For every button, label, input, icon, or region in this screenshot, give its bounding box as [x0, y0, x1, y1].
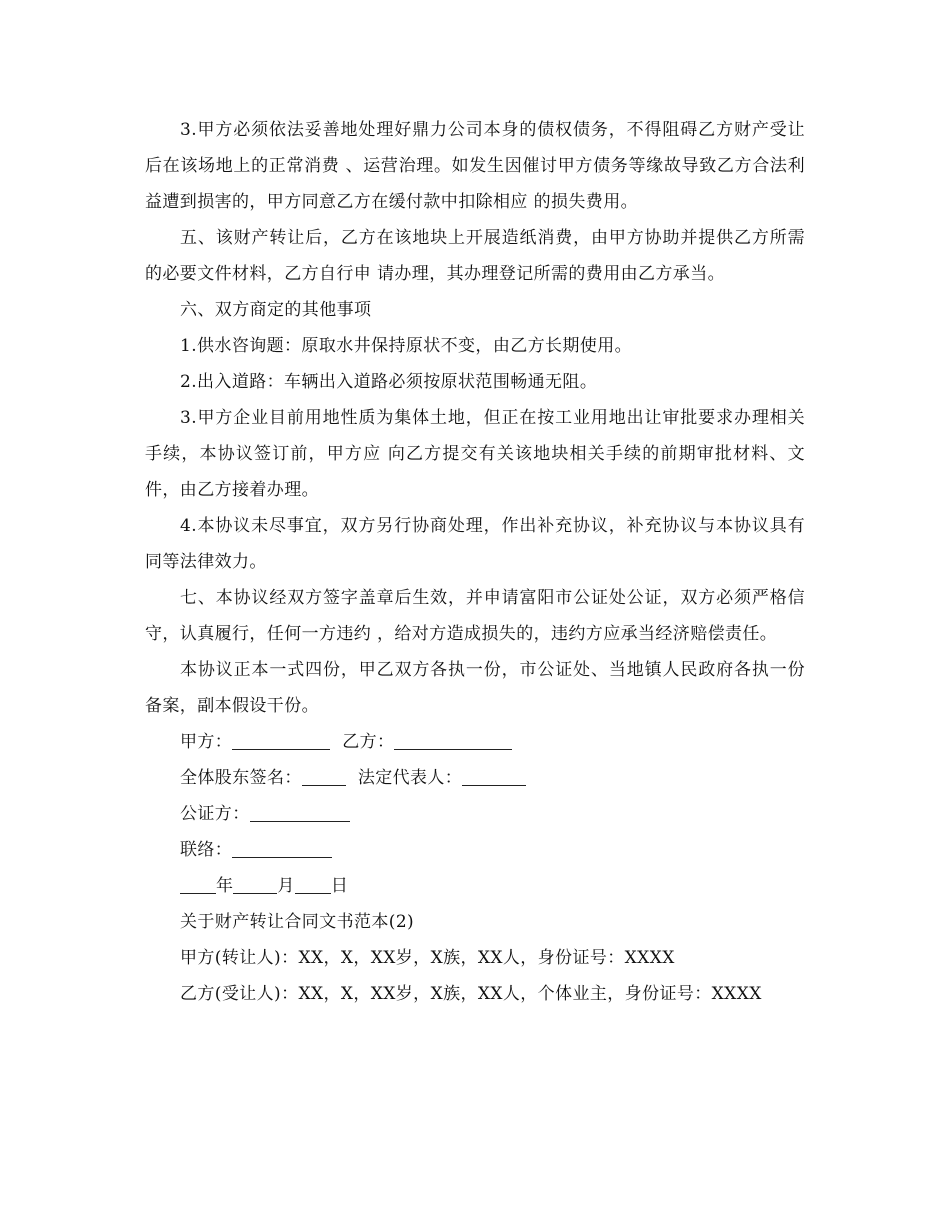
- section2-party-a: 甲方(转让人)：XX，X，XX岁，X族，XX人，身份证号：XXXX: [180, 948, 675, 968]
- section2-title: 关于财产转让合同文书范本(2): [180, 912, 415, 932]
- signature-shareholders-line: [145, 760, 805, 796]
- party-a-label: 甲方：: [180, 732, 233, 752]
- party-b-label: 乙方：: [342, 732, 395, 752]
- notary-label: 公证方：: [180, 804, 250, 824]
- contact-label: 联络：: [180, 840, 233, 860]
- shareholders-blank: [302, 765, 346, 786]
- month-blank: [233, 873, 277, 894]
- signature-parties-line: [145, 724, 805, 760]
- clause-5-transfer: 五、该财产转让后，乙方在该地块上开展造纸消费，由甲方协助并提供乙方所需的必要文件材料，乙方自行申 请办理，其办理登记所需的费用由乙方承当。: [145, 228, 805, 284]
- clause-6-heading: 六、双方商定的其他事项: [180, 300, 372, 320]
- year-blank: [180, 873, 216, 894]
- clause-6-4-supplement: 4.本协议未尽事宜，双方另行协商处理，作出补充协议，补充协议与本协议具有同等法律效力。: [145, 516, 805, 572]
- legal-rep-blank: [462, 765, 526, 786]
- day-blank: [295, 873, 331, 894]
- clause-3-debts: 3.甲方必须依法妥善地处理好鼎力公司本身的债权债务，不得阻碍乙方财产受让后在该场地上的正常消费 、运营治理。如发生因催讨甲方债务等缘故导致乙方合法利益遭到损害的，甲方同意乙方在缓付款中扣除相应 的损失费用。: [145, 120, 805, 212]
- clause-6-1-water: 1.供水咨询题：原取水井保持原状不变，由乙方长期使用。: [180, 336, 633, 356]
- year-label: 年: [216, 876, 234, 896]
- clause-7-effect: 七、本协议经双方签字盖章后生效，并申请富阳市公证处公证，双方必须严格信守，认真履行，任何一方违约 ，给对方造成损失的，违约方应承当经济赔偿责任。: [145, 588, 805, 644]
- section2-party-b: 乙方(受让人)：XX，X，XX岁，X族，XX人，个体业主，身份证号：XXXX: [180, 984, 762, 1004]
- signature-notary-line: [145, 796, 805, 832]
- signature-date-line: [145, 868, 805, 904]
- legal-rep-label: 法定代表人：: [357, 768, 463, 788]
- contract-body: [145, 112, 805, 1012]
- signature-contact-line: [145, 832, 805, 868]
- clause-6-3-land: 3.甲方企业目前用地性质为集体土地，但正在按工业用地出让审批要求办理相关手续，本协议签订前，甲方应 向乙方提交有关该地块相关手续的前期审批材料、文件，由乙方接着办理。: [145, 408, 805, 500]
- copies-clause: 本协议正本一式四份，甲乙双方各执一份，市公证处、当地镇人民政府各执一份备案，副本假设干份。: [145, 660, 805, 716]
- party-b-blank: [394, 729, 512, 750]
- party-a-blank: [232, 729, 330, 750]
- shareholders-label: 全体股东签名：: [180, 768, 302, 788]
- month-label: 月: [277, 876, 295, 896]
- clause-6-2-road: 2.出入道路：车辆出入道路必须按原状范围畅通无阻。: [180, 372, 598, 392]
- contact-blank: [232, 837, 332, 858]
- day-label: 日: [330, 876, 349, 896]
- notary-blank: [250, 801, 350, 822]
